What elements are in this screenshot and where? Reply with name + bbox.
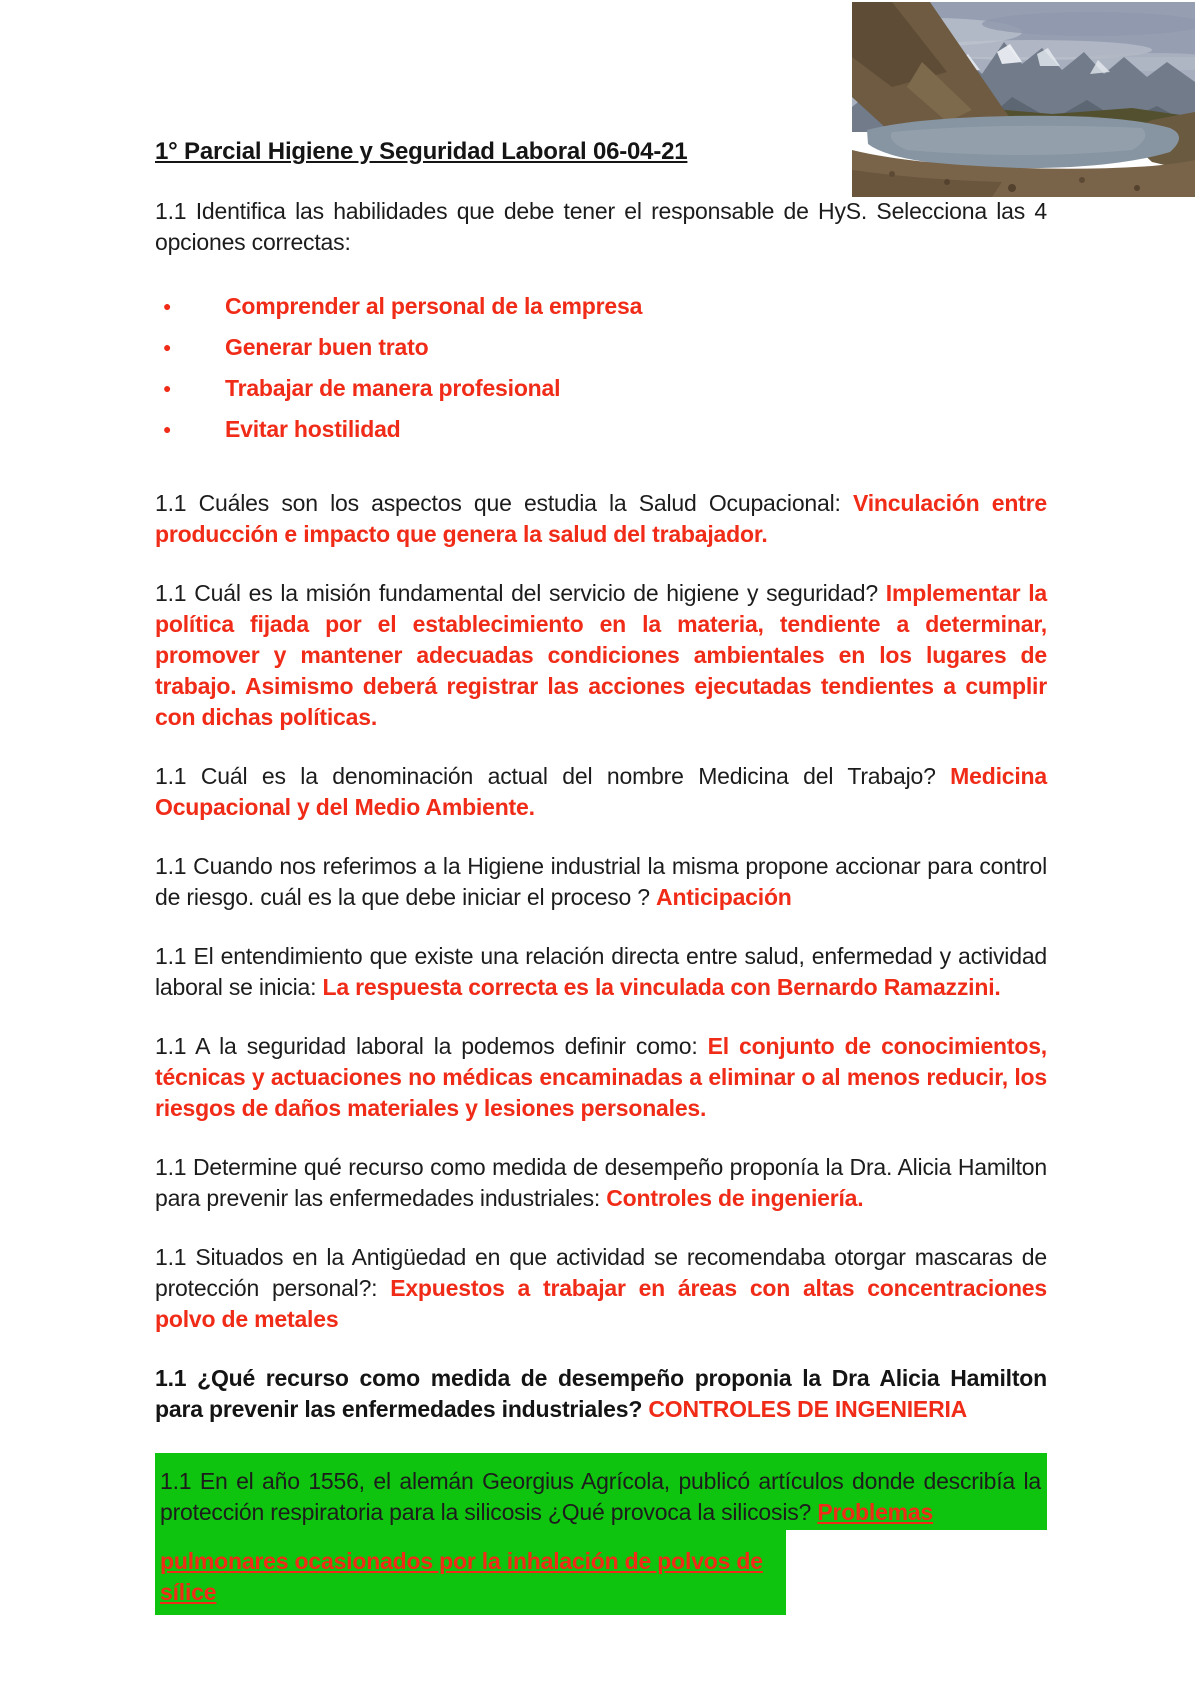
question-text: 1.1 Situados en la Antigüedad en que actividad se recomendaba otorgar mascaras de protección personal?: <box>155 1244 1047 1301</box>
question-paragraph <box>155 851 1047 913</box>
option-label: Generar buen trato <box>225 334 429 360</box>
answer-text: pulmonares ocasionados por la inhalación de polvos de sílice <box>160 1548 763 1605</box>
question-text: 1.1 Cuáles son los aspectos que estudia la Salud Ocupacional: <box>155 490 853 516</box>
question-paragraph <box>155 578 1047 733</box>
bullet-icon: ● <box>163 298 172 314</box>
list-item <box>155 286 1047 327</box>
answer-options-list <box>155 286 1047 450</box>
question-text: 1.1 Identifica las habilidades que debe tener el responsable de HyS. Selecciona las 4 opciones correctas: <box>155 198 1047 255</box>
answer-text: Controles de ingeniería. <box>606 1185 864 1211</box>
bullet-icon: ● <box>163 380 172 396</box>
bullet-icon: ● <box>163 339 172 355</box>
highlighted-question-block <box>155 1453 1047 1530</box>
question-paragraph <box>155 941 1047 1003</box>
highlighted-answer-strip <box>155 1530 786 1615</box>
question-paragraph <box>155 1152 1047 1214</box>
option-label: Evitar hostilidad <box>225 416 401 442</box>
question-text: 1.1 Cuál es la denominación actual del nombre Medicina del Trabajo? <box>155 763 951 789</box>
question-paragraph <box>155 488 1047 550</box>
question-text: 1.1 En el año 1556, el alemán Georgius Agrícola, publicó artículos donde describía la protección respiratoria para la silicosis ¿Qué provoca la silicosis? <box>160 1468 1041 1525</box>
answer-text: Expuestos a trabajar en áreas con altas concentraciones polvo de metales <box>155 1275 1047 1332</box>
question-text: 1.1 Cuando nos referimos a la Higiene industrial la misma propone accionar para control de riesgo. cuál es la que debe iniciar el proceso ? <box>155 853 1047 910</box>
question-paragraph <box>160 1466 1041 1528</box>
bullet-icon: ● <box>163 421 172 437</box>
answer-text: Implementar la política fijada por el establecimiento en la materia, tendiente a determinar, promover y mantener adecuadas condiciones ambientales en los lugares de trabajo. Asimismo deberá registrar las acciones ejecutadas tendientes a cumplir con dichas políticas. <box>155 580 1047 730</box>
option-label: Trabajar de manera profesional <box>225 375 561 401</box>
answer-text: Problemas <box>817 1499 934 1525</box>
list-item <box>155 409 1047 450</box>
answer-text: El conjunto de conocimientos, técnicas y actuaciones no médicas encaminadas a eliminar o al menos reducir, los riesgos de daños materiales y lesiones personales. <box>155 1033 1047 1121</box>
question-text: 1.1 El entendimiento que existe una relación directa entre salud, enfermedad y actividad laboral se inicia: <box>155 943 1047 1000</box>
answer-text: Medicina Ocupacional y del Medio Ambiente. <box>155 763 1047 820</box>
document-body <box>155 138 1047 1615</box>
question-paragraph <box>155 196 1047 258</box>
question-text: 1.1 Determine qué recurso como medida de desempeño proponía la Dra. Alicia Hamilton para prevenir las enfermedades industriales: <box>155 1154 1047 1211</box>
question-paragraph <box>155 1363 1047 1425</box>
question-paragraph <box>155 1242 1047 1335</box>
list-item <box>155 368 1047 409</box>
page-title: 1° Parcial Higiene y Seguridad Laboral 06-04-21 <box>155 138 688 165</box>
question-paragraph <box>155 761 1047 823</box>
answer-text: Vinculación entre producción e impacto que genera la salud del trabajador. <box>155 490 1047 547</box>
list-item <box>155 327 1047 368</box>
question-text: 1.1 Cuál es la misión fundamental del servicio de higiene y seguridad? <box>155 580 886 606</box>
answer-text: La respuesta correcta es la vinculada con Bernardo Ramazzini. <box>322 974 1001 1000</box>
question-paragraph <box>155 1031 1047 1124</box>
answer-text: CONTROLES DE INGENIERIA <box>648 1396 968 1422</box>
question-text: 1.1 ¿Qué recurso como medida de desempeño proponia la Dra Alicia Hamilton para prevenir las enfermedades industriales? <box>155 1365 1047 1422</box>
question-text: 1.1 A la seguridad laboral la podemos definir como: <box>155 1033 708 1059</box>
answer-text: Anticipación <box>656 884 792 910</box>
option-label: Comprender al personal de la empresa <box>225 293 643 319</box>
